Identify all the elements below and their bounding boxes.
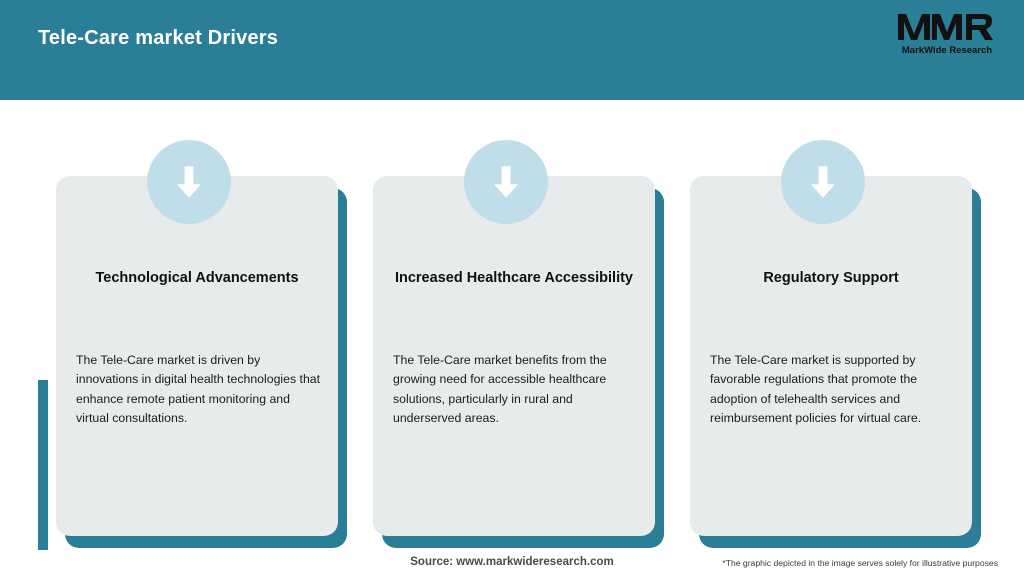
card-body <box>690 176 972 536</box>
card-description: The Tele-Care market is driven by innovations in digital health technologies that enhance remote patient monitoring and virtual consultations. <box>76 353 321 426</box>
source-label: Source: www.markwideresearch.com <box>410 556 614 568</box>
card-title: Increased Healthcare Accessibility <box>394 270 634 286</box>
down-arrow-icon <box>464 140 548 224</box>
markwide-research-logo <box>892 10 1002 66</box>
driver-card-3[interactable] <box>690 176 972 536</box>
driver-card-1[interactable] <box>56 176 338 536</box>
disclaimer-note: *The graphic depicted in the image serves solely for illustrative purposes <box>722 558 998 568</box>
card-description: The Tele-Care market is supported by favorable regulations that promote the adoption of telehealth services and reimbursement policies for virtual care. <box>710 353 922 426</box>
svg-text:Inspiring Growth: Inspiring Growth <box>921 57 973 64</box>
down-arrow-icon <box>147 140 231 224</box>
card-title: Technological Advancements <box>95 270 299 286</box>
card-description: The Tele-Care market benefits from the growing need for accessible healthcare solutions, particularly in rural and underserved areas. <box>393 353 607 426</box>
card-body <box>56 176 338 536</box>
driver-card-2[interactable] <box>373 176 655 536</box>
page-title: Tele-Care market Drivers <box>38 27 279 49</box>
card-body <box>373 176 655 536</box>
card-title: Regulatory Support <box>763 270 899 286</box>
page-header <box>0 0 1024 100</box>
svg-text:MarkWide Research: MarkWide Research <box>901 45 993 56</box>
drivers-card-group <box>0 148 1024 548</box>
down-arrow-icon <box>781 140 865 224</box>
